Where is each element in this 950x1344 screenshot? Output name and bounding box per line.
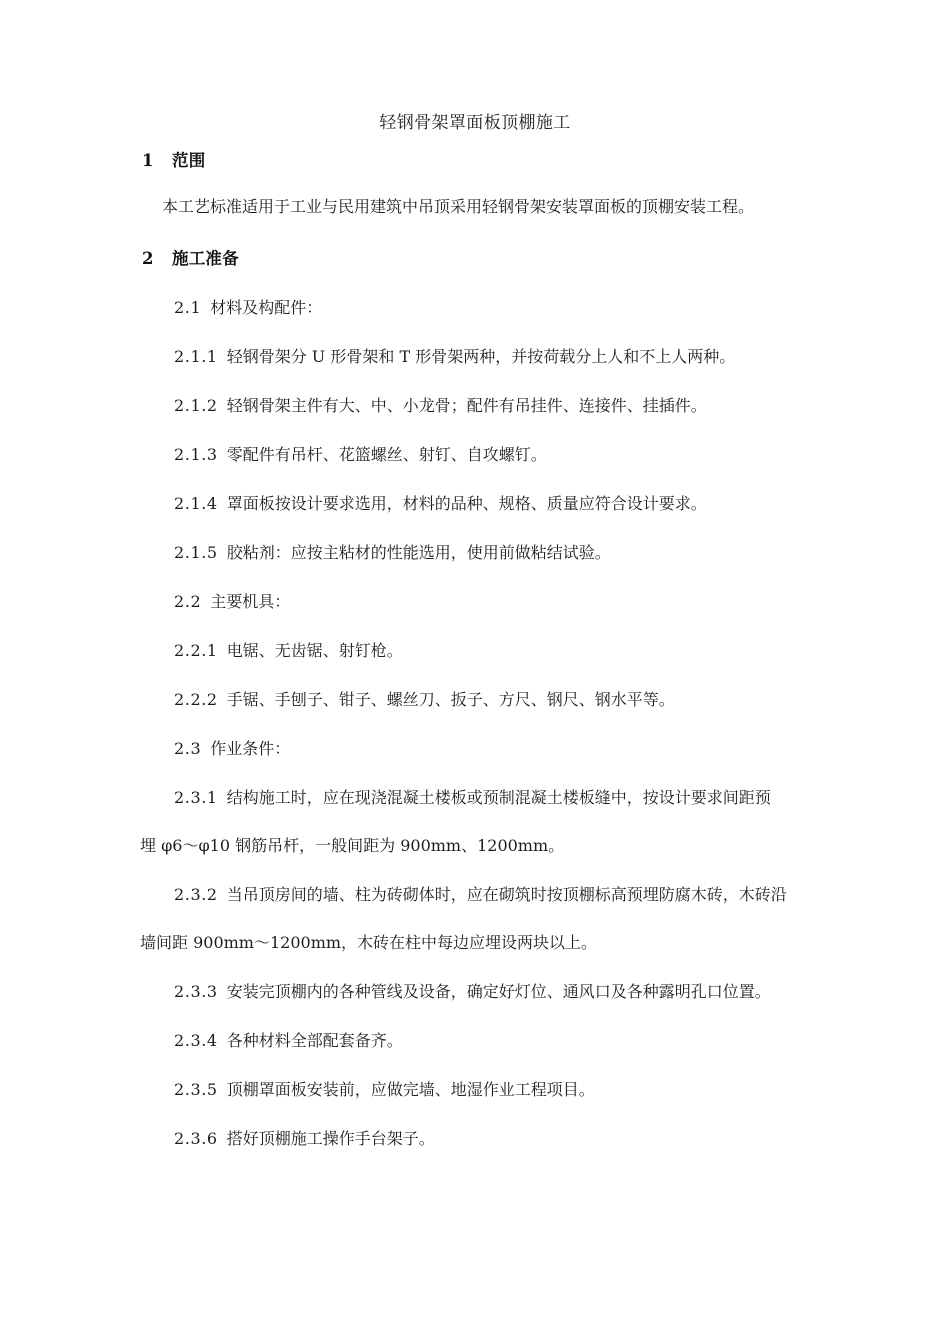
list-item-2-2-2	[140, 685, 800, 715]
item-label-2-1-5: 2.1.5	[174, 543, 218, 562]
subsection-heading-2-2	[140, 587, 800, 617]
spacer	[140, 861, 800, 880]
item-label-2-1-4: 2.1.4	[174, 494, 218, 513]
subsection-title-2-3: 作业条件：	[210, 739, 291, 758]
list-item-2-1-5	[140, 538, 800, 568]
subsection-title-2-1: 材料及构配件：	[210, 298, 323, 317]
list-item-2-3-6	[140, 1124, 800, 1154]
section-number-1: 1	[142, 151, 154, 170]
item-text-2-3-5: 顶棚罩面板安装前，应做完墙、地湿作业工程项目。	[226, 1080, 595, 1099]
spacer	[140, 910, 800, 928]
item-label-2-3-3: 2.3.3	[174, 982, 218, 1001]
item-text-2-3-3: 安装完顶棚内的各种管线及设备，确定好灯位、通风口及各种露明孔口位置。	[226, 982, 771, 1001]
spacer	[140, 1105, 800, 1124]
subsection-title-2-2: 主要机具：	[210, 592, 291, 611]
list-item-2-1-2	[140, 391, 800, 421]
spacer	[140, 1056, 800, 1075]
spacer	[140, 1007, 800, 1026]
item-label-2-3-1: 2.3.1	[174, 788, 218, 807]
spacer	[140, 715, 800, 734]
spacer	[140, 764, 800, 783]
spacer	[140, 617, 800, 636]
item-label-2-2-1: 2.2.1	[174, 641, 218, 660]
spacer	[140, 958, 800, 977]
section-title-2: 施工准备	[172, 249, 239, 268]
spacer	[140, 568, 800, 587]
spacer	[140, 519, 800, 538]
section-1-intro-paragraph: 本工艺标准适用于工业与民用建筑中吊顶采用轻钢骨架安装罩面板的顶棚安装工程。	[162, 197, 755, 216]
item-text-2-2-2: 手锯、手刨子、钳子、螺丝刀、扳子、方尺、钢尺、钢水平等。	[226, 690, 675, 709]
item-text-2-2-1: 电锯、无齿锯、射钉枪。	[226, 641, 403, 660]
document-body	[140, 146, 800, 1154]
subsection-label-2-3: 2.3	[174, 739, 202, 758]
item-label-2-3-2: 2.3.2	[174, 885, 218, 904]
item-label-2-1-3: 2.1.3	[174, 445, 218, 464]
item-text-2-3-4: 各种材料全部配套备齐。	[226, 1031, 403, 1050]
list-item-2-3-5	[140, 1075, 800, 1105]
item-text-2-3-6: 搭好顶棚施工操作手台架子。	[226, 1129, 435, 1148]
item-text-2-1-5: 胶粘剂：应按主粘材的性能选用，使用前做粘结试验。	[226, 543, 611, 562]
subsection-heading-2-3	[140, 734, 800, 764]
item-text-2-1-1: 轻钢骨架分 U 形骨架和 T 形骨架两种，并按荷载分上人和不上人两种。	[226, 347, 736, 366]
item-label-2-1-2: 2.1.2	[174, 396, 218, 415]
list-item-2-3-3	[140, 977, 800, 1007]
list-item-2-3-2-continuation: 墙间距 900mm～1200mm，木砖在柱中每边应埋设两块以上。	[140, 933, 598, 952]
section-number-2: 2	[142, 249, 154, 268]
item-label-2-1-1: 2.1.1	[174, 347, 218, 366]
section-heading-2	[142, 244, 800, 274]
item-text-2-1-3: 零配件有吊杆、花篮螺丝、射钉、自攻螺钉。	[226, 445, 547, 464]
item-label-2-3-6: 2.3.6	[174, 1129, 218, 1148]
item-text-2-3-1: 结构施工时，应在现浇混凝土楼板或预制混凝土楼板缝中，按设计要求间距预	[226, 788, 771, 807]
item-label-2-3-5: 2.3.5	[174, 1080, 218, 1099]
item-text-2-1-2: 轻钢骨架主件有大、中、小龙骨；配件有吊挂件、连接件、挂插件。	[226, 396, 707, 415]
subsection-heading-2-1	[140, 293, 800, 323]
spacer	[140, 470, 800, 489]
list-item-2-1-4	[140, 489, 800, 519]
list-item-2-3-1	[140, 783, 800, 813]
spacer	[140, 813, 800, 831]
list-item-2-1-3	[140, 440, 800, 470]
section-title-1: 范围	[172, 151, 206, 170]
list-item-2-3-2	[140, 880, 800, 910]
list-item-2-3-4	[140, 1026, 800, 1056]
item-label-2-2-2: 2.2.2	[174, 690, 218, 709]
spacer	[140, 666, 800, 685]
item-text-2-3-2: 当吊顶房间的墙、柱为砖砌体时，应在砌筑时按顶棚标高预埋防腐木砖，木砖沿	[226, 885, 787, 904]
subsection-label-2-2: 2.2	[174, 592, 202, 611]
list-item-2-3-1-continuation: 埋 φ6～φ10 钢筋吊杆，一般间距为 900mm、1200mm。	[140, 836, 565, 855]
spacer	[140, 274, 800, 293]
list-item-2-1-1	[140, 342, 800, 372]
item-text-2-1-4: 罩面板按设计要求选用，材料的品种、规格、质量应符合设计要求。	[226, 494, 707, 513]
spacer	[140, 222, 800, 244]
subsection-label-2-1: 2.1	[174, 298, 202, 317]
list-item-2-2-1	[140, 636, 800, 666]
section-heading-1	[142, 146, 800, 176]
spacer	[140, 372, 800, 391]
spacer	[140, 421, 800, 440]
spacer	[140, 323, 800, 342]
document-title: 轻钢骨架罩面板顶棚施工	[379, 113, 571, 133]
item-label-2-3-4: 2.3.4	[174, 1031, 218, 1050]
